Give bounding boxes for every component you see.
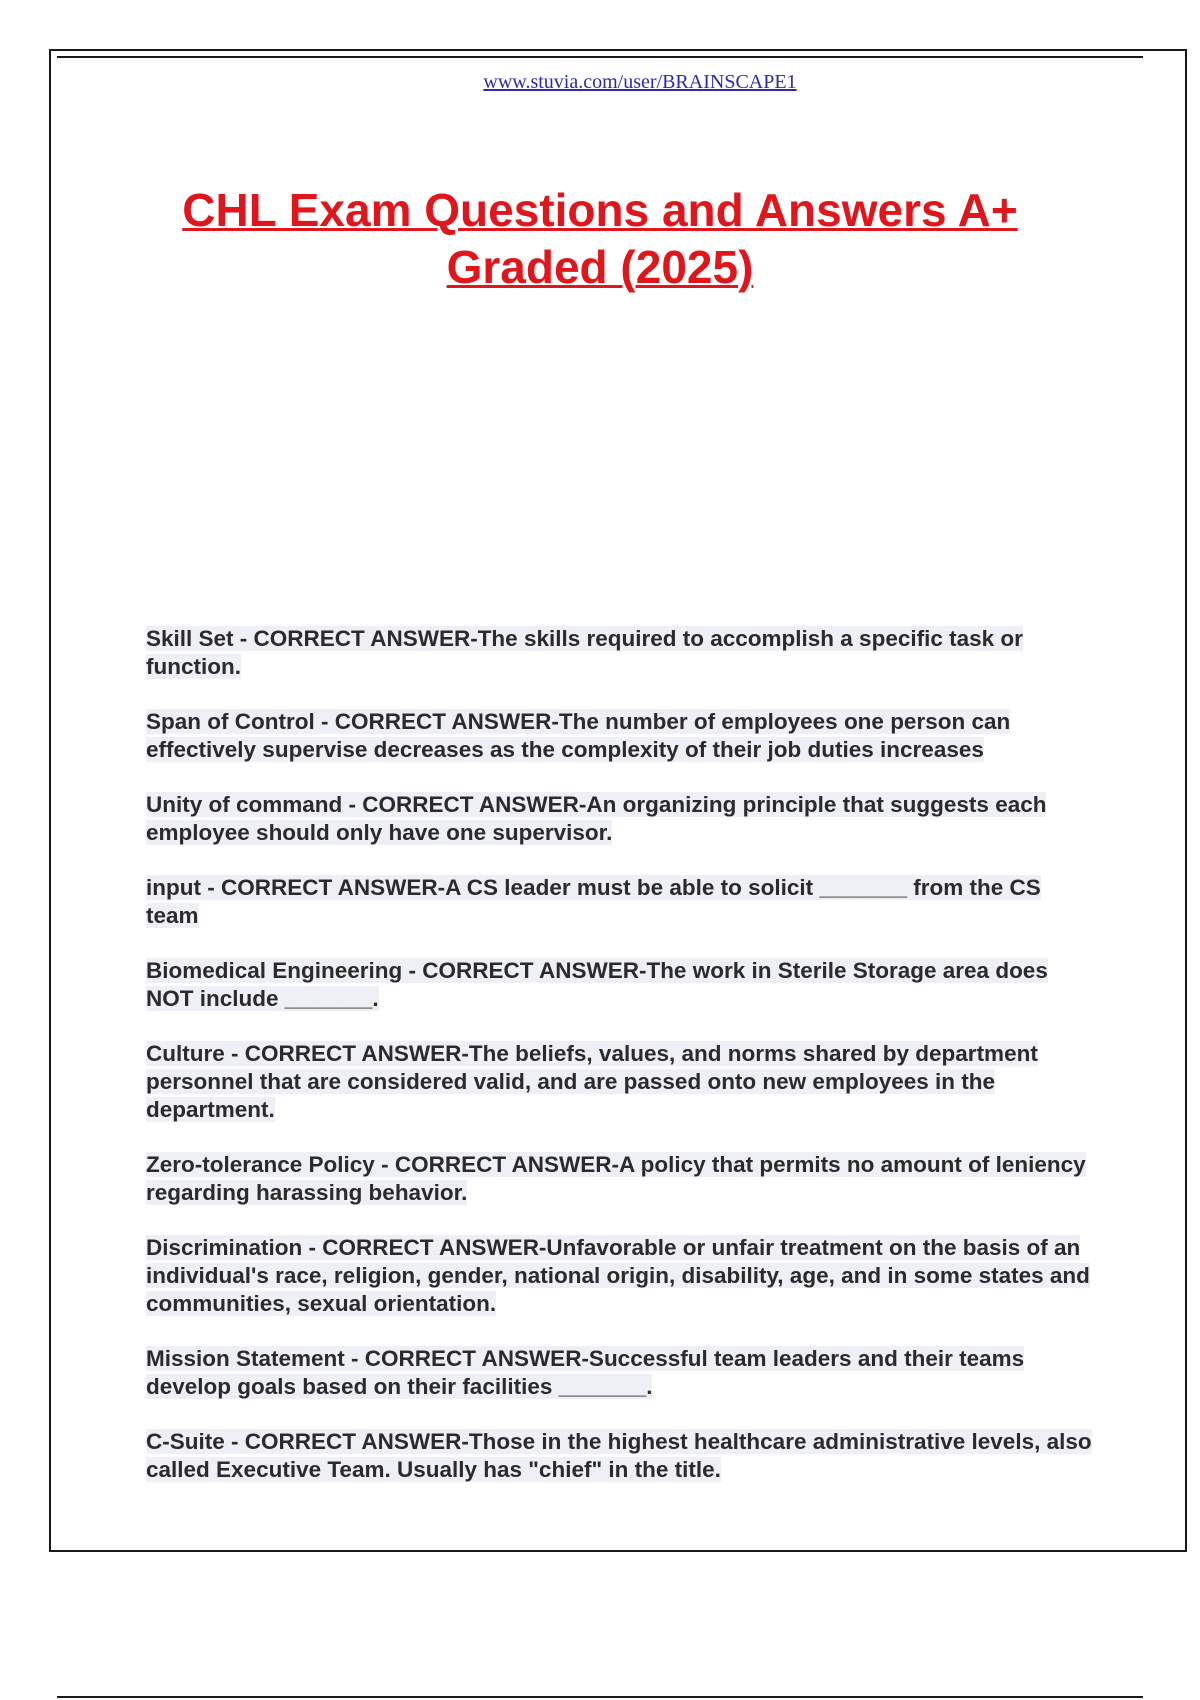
document-title: CHL Exam Questions and Answers A+ Graded (2025) xyxy=(182,184,1018,293)
qa-item-input xyxy=(146,874,1096,930)
header-url-link[interactable]: www.stuvia.com/user/BRAINSCAPE1 xyxy=(483,71,797,93)
top-rule xyxy=(57,56,1143,58)
qa-item-zero-tolerance-policy xyxy=(146,1151,1096,1207)
qa-item-biomedical-engineering xyxy=(146,957,1096,1013)
qa-text: Span of Control - CORRECT ANSWER-The number of employees one person can effectively supervise decreases as the complexity of their job duties increases xyxy=(146,709,1011,762)
qa-text: Zero-tolerance Policy - CORRECT ANSWER-A policy that permits no amount of leniency regarding harassing behavior. xyxy=(146,1152,1086,1205)
qa-text: Culture - CORRECT ANSWER-The beliefs, values, and norms shared by department personnel that are considered valid, and are passed onto new employees in the department. xyxy=(146,1041,1038,1122)
qa-item-culture xyxy=(146,1040,1096,1124)
qa-text: input - CORRECT ANSWER-A CS leader must be able to solicit _______ from the CS team xyxy=(146,875,1041,928)
qa-text: Biomedical Engineering - CORRECT ANSWER-The work in Sterile Storage area does NOT include _______. xyxy=(146,958,1048,1011)
qa-text: Skill Set - CORRECT ANSWER-The skills required to accomplish a specific task or function. xyxy=(146,626,1023,679)
qa-text: C-Suite - CORRECT ANSWER-Those in the highest healthcare administrative levels, also called Executive Team. Usually has "chief" in the title. xyxy=(146,1429,1092,1482)
qa-item-mission-statement xyxy=(146,1345,1096,1401)
qa-text: Discrimination - CORRECT ANSWER-Unfavorable or unfair treatment on the basis of an individual's race, religion, gender, national origin, disability, age, and in some states and communities, sexual orientation. xyxy=(146,1235,1090,1316)
qa-list xyxy=(146,625,1096,1511)
bottom-rule xyxy=(57,1696,1143,1698)
qa-text: Unity of command - CORRECT ANSWER-An organizing principle that suggests each employee should only have one supervisor. xyxy=(146,792,1047,845)
qa-item-unity-of-command xyxy=(146,791,1096,847)
qa-item-skill-set xyxy=(146,625,1096,681)
qa-text: Mission Statement - CORRECT ANSWER-Successful team leaders and their teams develop goals based on their facilities _______. xyxy=(146,1346,1025,1399)
qa-item-c-suite xyxy=(146,1428,1096,1484)
qa-item-span-of-control xyxy=(146,708,1096,764)
qa-item-discrimination xyxy=(146,1234,1096,1318)
